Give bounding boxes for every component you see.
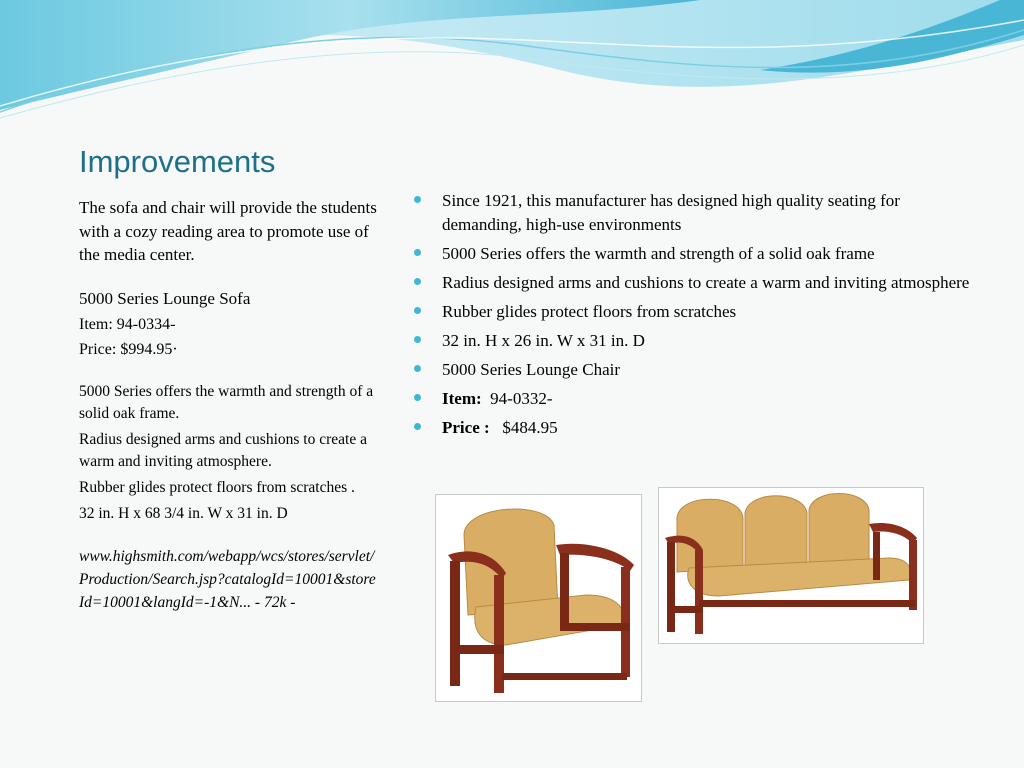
sofa-description-arms: Radius designed arms and cushions to create a warm and inviting atmosphere. — [79, 431, 367, 470]
chair-price-value: $484.95 — [502, 418, 558, 437]
feature-bullet-list — [412, 189, 972, 440]
sofa-dimensions: 32 in. H x 68 3/4 in. W x 31 in. D — [79, 505, 288, 522]
bullet-item: Radius designed arms and cushions to create a warm and inviting atmosphere — [412, 271, 972, 295]
bullet-dot-icon — [414, 423, 421, 430]
lounge-sofa-photo — [658, 487, 924, 644]
lounge-sofa-illustration — [659, 488, 923, 643]
chair-item-value: 94-0332- — [490, 389, 553, 408]
source-url: www.highsmith.com/webapp/wcs/stores/servlet/Production/Search.jsp?catalogId=10001&storeId=10001&langId=-1&N... - 72k - — [79, 548, 376, 611]
bullet-item: Rubber glides protect floors from scratches — [412, 300, 972, 324]
bullet-item-chair-number — [412, 387, 972, 411]
sofa-price: Price: $994.95· — [79, 340, 178, 358]
bullet-item: 5000 Series offers the warmth and strength of a solid oak frame — [412, 242, 972, 266]
bullet-dot-icon — [414, 249, 421, 256]
chair-price-label: Price : — [442, 418, 490, 437]
bullet-dot-icon — [414, 365, 421, 372]
chair-item-label: Item: — [442, 389, 482, 408]
lounge-chair-illustration — [436, 495, 641, 701]
bullet-item: Since 1921, this manufacturer has designed high quality seating for demanding, high-use environments — [412, 189, 972, 237]
bullet-dot-icon — [414, 278, 421, 285]
bullet-item: 5000 Series Lounge Chair — [412, 358, 972, 382]
right-bullet-column — [412, 189, 972, 445]
lounge-chair-photo — [435, 494, 642, 702]
header-wave-decoration — [0, 0, 1024, 130]
bullet-dot-icon — [414, 196, 421, 203]
bullet-dot-icon — [414, 307, 421, 314]
bullet-dot-icon — [414, 394, 421, 401]
sofa-description-frame: 5000 Series offers the warmth and strength of a solid oak frame. — [79, 383, 374, 422]
bullet-item: 32 in. H x 26 in. W x 31 in. D — [412, 329, 972, 353]
sofa-item-number: Item: 94-0334- — [79, 316, 176, 333]
sofa-description-glides: Rubber glides protect floors from scratches . — [79, 479, 355, 496]
slide-title: Improvements — [79, 144, 276, 179]
left-text-column — [79, 196, 379, 614]
bullet-dot-icon — [414, 336, 421, 343]
bullet-item-chair-price — [412, 416, 972, 440]
intro-text: The sofa and chair will provide the students with a cozy reading area to promote use of the media center. — [79, 198, 377, 264]
sofa-product-name: 5000 Series Lounge Sofa — [79, 288, 251, 308]
